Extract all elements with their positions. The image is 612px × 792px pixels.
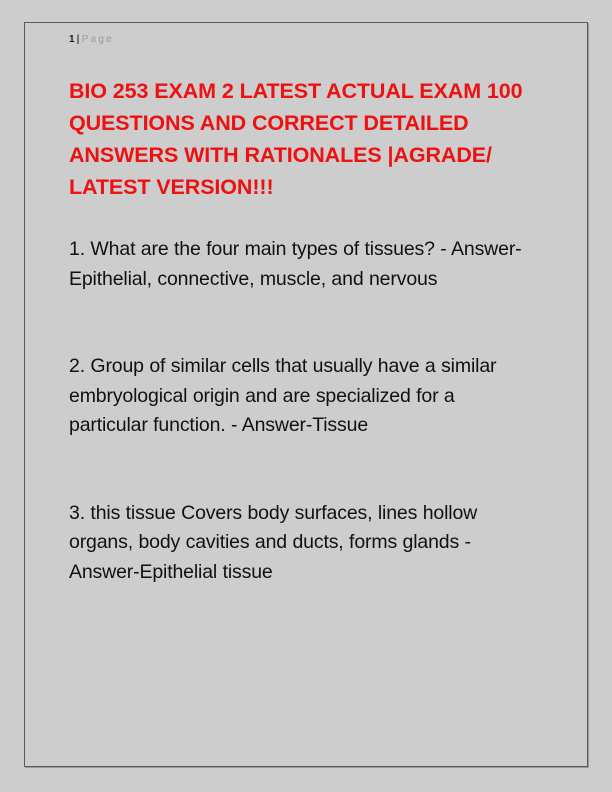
page-number: 1 [69, 34, 75, 45]
document-title: BIO 253 EXAM 2 LATEST ACTUAL EXAM 100 QUESTIONS AND CORRECT DETAILED ANSWERS WITH RATIONALES |AGRADE/ LATEST VERSION!!! [69, 79, 523, 199]
page-header-label: Page [81, 34, 114, 45]
page-content [69, 33, 569, 587]
question-answer-list [69, 235, 569, 587]
qa-item-2: 2. Group of similar cells that usually have a similar embryological origin and are specialized for a particular function. - Answer-Tissue [69, 355, 497, 436]
page-header [69, 33, 569, 49]
qa-item-1: 1. What are the four main types of tissues? - Answer-Epithelial, connective, muscle, and nervous [69, 238, 522, 290]
page-header-separator: | [76, 34, 80, 45]
qa-item-3: 3. this tissue Covers body surfaces, lines hollow organs, body cavities and ducts, forms glands - Answer-Epithelial tissue [69, 501, 478, 583]
document-page [24, 22, 588, 767]
